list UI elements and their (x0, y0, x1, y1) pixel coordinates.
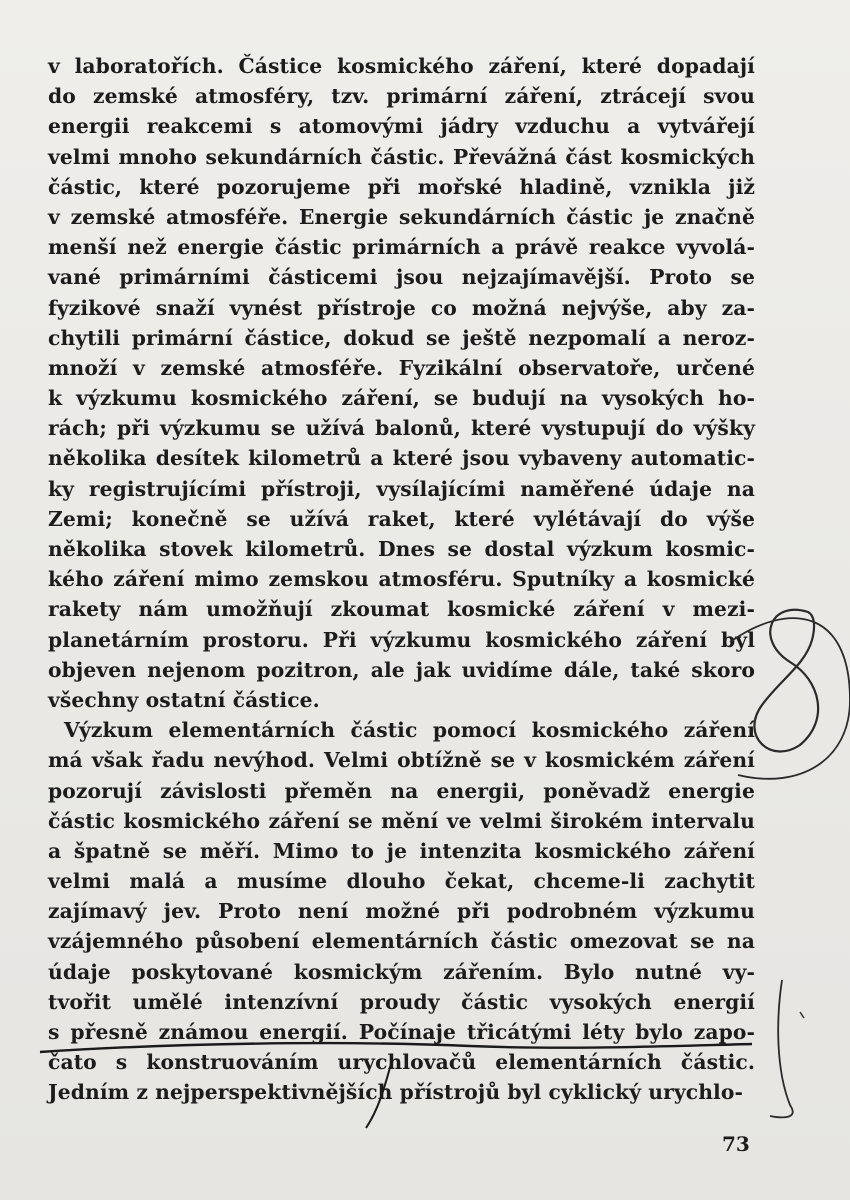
page-number: 73 (722, 1132, 750, 1156)
text-line: a špatně se měří. Mimo to je intenzita kosmického záření (48, 838, 755, 863)
body-text (48, 51, 755, 1108)
text-line: fyzikové snaží vynést přístroje co možná nejvýše, aby za- (48, 295, 755, 320)
text-line: Výzkum elementárních částic pomocí kosmického záření (64, 718, 755, 743)
text-line: má však řadu nevýhod. Velmi obtížně se v kosmickém záření (48, 748, 755, 773)
text-line: velmi malá a musíme dlouho čekat, chceme-li zachytit (48, 869, 755, 894)
text-line: v zemské atmosféře. Energie sekundárních částic je značně (48, 204, 755, 229)
text-line: zajímavý jev. Proto není možné při podrobném výzkumu (48, 899, 755, 924)
text-line: chytili primární částice, dokud se ještě nezpomalí a neroz- (48, 325, 755, 350)
text-line: částic kosmického záření se mění ve velmi širokém intervalu (48, 808, 755, 833)
text-line: tvořit umělé intenzívní proudy částic vysokých energií (48, 989, 755, 1014)
text-line: rakety nám umožňují zkoumat kosmické záření v mezi- (48, 597, 755, 622)
text-line: v laboratořích. Částice kosmického záření, které dopadají (48, 54, 755, 78)
text-line: velmi mnoho sekundárních částic. Převážná část kosmických (48, 144, 755, 169)
text-line: kého záření mimo zemskou atmosféru. Sputníky a kosmické (48, 567, 755, 592)
text-line: Zemi; konečně se užívá raket, které vylétávají do výše (48, 506, 755, 531)
text-line: pozorují závislosti přeměn na energii, poněvadž energie (48, 778, 755, 803)
text-line: planetárním prostoru. Při výzkumu kosmického záření byl (48, 627, 755, 652)
text-line: všechny ostatní částice. (48, 687, 320, 712)
text-line: objeven nejenom pozitron, ale jak uvidíme dále, také skoro (48, 657, 755, 682)
text-line: částic, které pozorujeme při mořské hladině, vznikla již (48, 174, 755, 199)
text-line: rách; při výzkumu se užívá balonů, které vystupují do výšky (48, 416, 755, 441)
text-line: energii reakcemi s atomovými jádry vzduchu a vytvářejí (48, 114, 755, 139)
text-line: menší než energie částic primárních a právě reakce vyvolá- (48, 235, 755, 260)
paragraph-2 (48, 715, 755, 1107)
text-line: Jedním z nejperspektivnějších přístrojů byl cyklický urychlo- (48, 1080, 744, 1105)
text-line: množí v zemské atmosféře. Fyzikální observatoře, určené (48, 355, 755, 380)
text-line: několika stovek kilometrů. Dnes se dostal výzkum kosmic- (48, 537, 755, 561)
text-line: do zemské atmosféry, tzv. primární záření, ztrácejí svou (48, 84, 755, 109)
paragraph-1 (48, 51, 755, 715)
text-line: k výzkumu kosmického záření, se budují na vysokých ho- (48, 386, 755, 411)
text-line: údaje poskytované kosmickým zářením. Bylo nutné vy- (48, 959, 755, 984)
text-line: vzájemného působení elementárních částic omezovat se na (48, 929, 755, 954)
text-line: vané primárními částicemi jsou nejzajímavější. Proto se (48, 265, 755, 290)
text-line: ky registrujícími přístroji, vysílajícími naměřené údaje na (48, 476, 755, 501)
handwritten-eight-mark (754, 610, 818, 752)
text-line: s přesně známou energií. Počínaje třicátými léty bylo zapo- (48, 1020, 755, 1044)
margin-tick-mark (800, 1012, 804, 1018)
text-line: čato s konstruováním urychlovačů elementárních částic. (48, 1050, 755, 1075)
text-line: několika desítek kilometrů a které jsou vybaveny automatic- (48, 446, 755, 471)
margin-bracket-mark (770, 980, 793, 1117)
